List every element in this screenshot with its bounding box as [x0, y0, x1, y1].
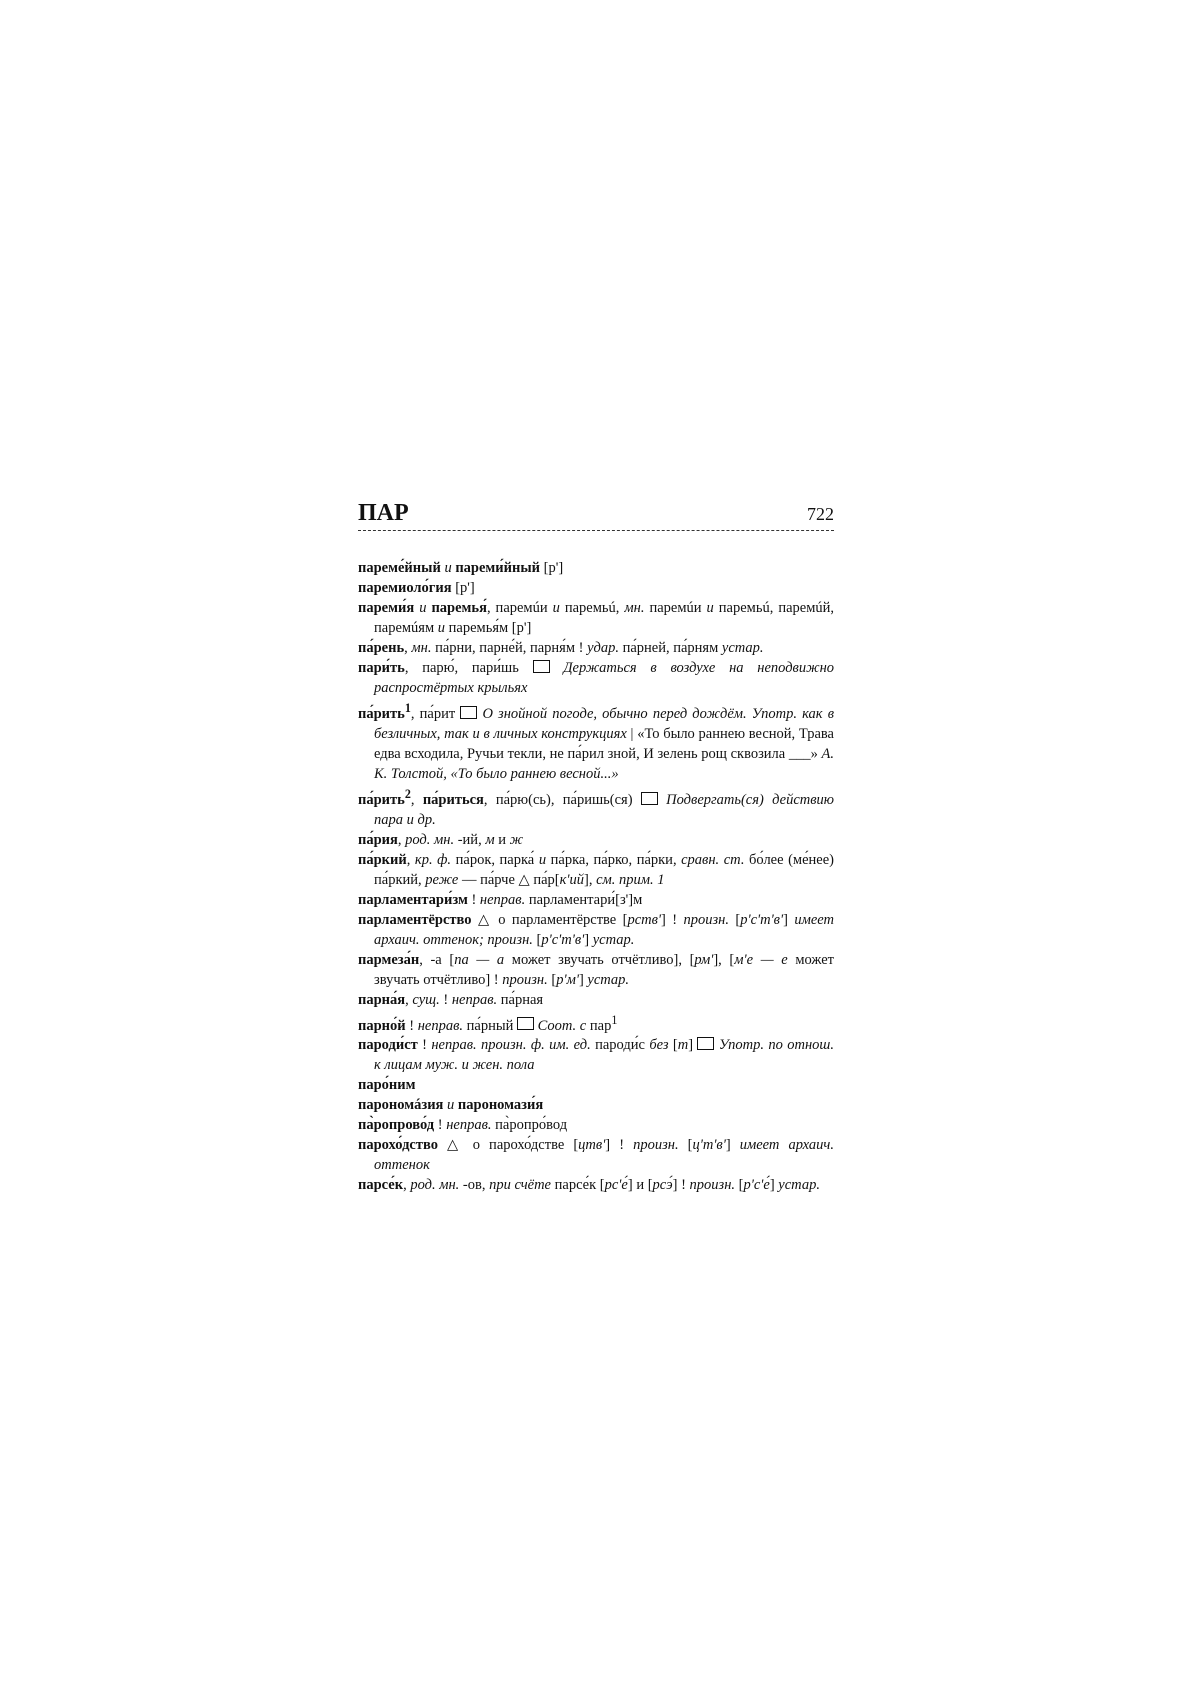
superscript-index: 1 — [611, 1012, 618, 1027]
entry-label-italic: реже — [425, 871, 459, 888]
entry-variant-bold: пареми́йный — [455, 560, 541, 576]
entry-label-italic: имеет архаич. оттенок; произн. — [374, 911, 834, 948]
entry-label-italic: Употр. по отнош. к лицам муж. и жен. пола — [374, 1037, 834, 1074]
dictionary-entry — [358, 578, 834, 598]
entry-text: , — [404, 640, 412, 656]
page-header — [358, 500, 834, 536]
entry-text: ] ! — [605, 1137, 634, 1154]
entry-text: ] — [769, 1177, 779, 1194]
dictionary-entry — [358, 1075, 834, 1095]
entry-label-italic: род. мн. — [410, 1177, 460, 1194]
entry-text: па́р[ — [529, 871, 560, 888]
entry-headword: па́рень — [358, 640, 405, 656]
entry-text: паремúи — [644, 600, 707, 616]
entry-text: и — [494, 831, 510, 848]
entry-headword: парламентёрство — [358, 911, 472, 928]
entry-text: [ — [728, 911, 741, 928]
entry-text: ] — [584, 931, 593, 948]
entry-label-italic: Соот. с — [537, 1017, 587, 1034]
entry-text: , парю́, пари́шь — [404, 660, 533, 676]
entry-label-italic: и — [447, 1097, 455, 1114]
entry-text: ] — [725, 1137, 740, 1154]
entry-headword: пармеза́н — [358, 951, 420, 968]
dictionary-entry — [358, 598, 834, 638]
dictionary-entry — [358, 1035, 834, 1075]
dictionary-entry — [358, 1010, 834, 1036]
entry-label-italic: и — [706, 600, 714, 616]
meaning-box-icon — [517, 1017, 534, 1030]
entry-text: ] и [ — [627, 1177, 653, 1194]
entry-label-italic: сущ. — [412, 991, 440, 1008]
entry-text: ] ! — [672, 1177, 690, 1194]
entry-headword: парно́й — [358, 1017, 406, 1034]
entry-text: — па́рче — [458, 871, 519, 888]
dictionary-entry — [358, 558, 834, 578]
entry-label-italic: неправ. — [446, 1117, 492, 1134]
entry-text: ] ! — [661, 911, 684, 928]
entry-label-italic: и — [419, 600, 427, 616]
entry-headword: парсе́к — [358, 1177, 404, 1194]
entry-text — [550, 660, 564, 676]
entry-headword: парна́я — [358, 991, 406, 1008]
triangle-icon: △ — [447, 1137, 464, 1154]
entry-text: ] — [783, 911, 795, 928]
dictionary-entry — [358, 1135, 834, 1175]
meaning-box-icon — [697, 1037, 714, 1050]
entry-text: бо́лее (ме́нее) па́ркий, — [374, 851, 835, 888]
entry-text: ! — [417, 1037, 432, 1054]
entry-label-italic: па — а — [454, 951, 505, 968]
entry-text: парламентари́[з']м — [525, 891, 643, 908]
entry-text: паремья́м [p'] — [445, 620, 532, 636]
entry-label-italic: произн. — [683, 911, 729, 928]
entry-headword: па̀ропрово́д — [358, 1117, 435, 1134]
dictionary-entry — [358, 638, 834, 658]
entry-headword: пареме́йный — [358, 560, 441, 576]
entry-text: , — [410, 791, 423, 808]
entry-text: ! — [467, 891, 480, 908]
entry-label-italic: т — [677, 1037, 689, 1054]
entry-label-italic: м — [485, 831, 495, 848]
entry-text: па̀ропро́вод — [491, 1117, 568, 1134]
entry-label-italic: цтв' — [578, 1137, 606, 1154]
entry-text: ] — [688, 1037, 698, 1054]
entry-text: ! — [405, 1017, 418, 1034]
entry-label-italic: и — [437, 620, 446, 636]
entry-text: па́рней, па́рням — [618, 640, 722, 656]
entry-text: может звучать отчётливо] ! — [374, 951, 834, 988]
triangle-icon: △ — [518, 871, 530, 888]
entry-text: , — [406, 851, 415, 868]
header-rule — [358, 530, 834, 531]
entry-label-italic: удар. — [587, 640, 619, 656]
entry-headword: пареми́я — [358, 600, 415, 616]
entry-text: , паремúи — [486, 600, 553, 616]
dictionary-entry — [358, 658, 834, 698]
entry-text: [ — [735, 1177, 744, 1194]
entry-label-italic: м'е — е — [734, 951, 788, 968]
entry-headword: паро́ним — [358, 1077, 416, 1094]
entry-text: ! — [434, 1117, 447, 1134]
entry-text: па́рная — [497, 991, 544, 1008]
entry-label-italic: рм' — [694, 951, 714, 968]
dictionary-entry — [358, 1175, 834, 1195]
entry-text: , -а [ — [419, 951, 455, 968]
meaning-box-icon — [460, 706, 477, 719]
entry-label-italic: р'с'т'в' — [541, 931, 585, 948]
entry-label-italic: род. мн. — [405, 831, 455, 848]
dictionary-entry — [358, 950, 834, 990]
entry-label-italic: кр. ф. — [414, 851, 452, 868]
entry-label-italic: без — [649, 1037, 669, 1054]
entry-label-italic: имеет архаич. оттенок — [374, 1137, 834, 1174]
entry-text: [ — [668, 1037, 678, 1054]
entry-text: -ий, — [454, 831, 486, 848]
headword-superscript: 1 — [404, 701, 411, 715]
page-number: 722 — [807, 504, 834, 524]
entry-text: ], — [583, 871, 597, 888]
entry-text: , — [403, 1177, 411, 1194]
entry-headword: парламентари́зм — [358, 891, 468, 908]
entry-label-italic: неправ. — [451, 991, 498, 1008]
entry-text: [p'] — [451, 580, 475, 596]
entry-text — [438, 1137, 447, 1153]
entry-label-italic: неправ. — [479, 891, 526, 908]
entry-text: паремьú, — [559, 600, 625, 616]
entry-text: [ — [532, 931, 542, 948]
entry-label-italic: устар. — [587, 971, 630, 988]
entry-text: парсе́к [ — [551, 1177, 605, 1194]
entry-list — [358, 558, 834, 1195]
entry-label-italic: мн. — [624, 600, 645, 616]
meaning-box-icon — [641, 792, 658, 805]
entry-variant-bold: па́риться — [422, 791, 484, 808]
dictionary-entry — [358, 1095, 834, 1115]
entry-headword: паремиоло́гия — [358, 580, 452, 596]
entry-label-italic: и — [444, 560, 452, 576]
entry-text: , па́рит — [410, 705, 461, 722]
running-head: ПАР — [358, 500, 409, 526]
entry-headword: пароди́ст — [358, 1037, 418, 1054]
entry-label-italic: р'м' — [556, 971, 579, 988]
entry-label-italic: р'с'т'в' — [740, 911, 784, 928]
entry-label-italic: произн. — [502, 971, 548, 988]
entry-variant-bold: паремья́ — [431, 600, 487, 616]
entry-label-italic: Подвергать(ся) действию пара и др. — [374, 791, 834, 828]
entry-label-italic: рс'е́ — [604, 1177, 628, 1194]
dictionary-entry — [358, 890, 834, 910]
meaning-box-icon — [533, 660, 550, 673]
entry-label-italic: устар. — [592, 931, 635, 948]
entry-label-italic: рсэ́ — [652, 1177, 673, 1194]
entry-text: , — [397, 831, 406, 848]
entry-label-italic: мн. — [411, 640, 432, 656]
entry-text: о парохо́дстве [ — [463, 1137, 579, 1154]
entry-label-italic: к'ий — [559, 871, 584, 888]
entry-text: может звучать отчётливо], [ — [504, 951, 695, 968]
entry-text: ], [ — [713, 951, 735, 968]
dictionary-entry — [358, 910, 834, 950]
entry-text: ! — [439, 991, 452, 1008]
entry-text: о парламентёрстве [ — [491, 911, 628, 928]
dictionary-page — [358, 500, 834, 1195]
entry-text: пар — [586, 1017, 612, 1034]
dictionary-entry — [358, 698, 834, 784]
entry-text: па́рка, па́рко, па́рки, — [546, 851, 682, 868]
entry-headword: па́рить — [358, 791, 405, 808]
dictionary-entry — [358, 1115, 834, 1135]
entry-headword: пари́ть — [358, 660, 405, 676]
triangle-icon: △ — [477, 911, 492, 928]
entry-headword: па́рия — [358, 831, 398, 848]
headword-superscript: 2 — [404, 786, 411, 801]
entry-label-italic: и — [538, 851, 547, 868]
entry-label-italic: см. прим. 1 — [596, 871, 665, 888]
entry-label-italic: произн. — [633, 1137, 679, 1154]
dictionary-entry — [358, 784, 834, 830]
entry-text: паремьú, паремúй, паремúям — [374, 600, 835, 636]
entry-label-italic: ж — [509, 831, 524, 848]
entry-text: пароди́с — [590, 1037, 650, 1054]
entry-text: [ — [678, 1137, 693, 1154]
entry-label-italic: О знойной погоде, обычно перед дождём. Употр. как в безличных, так и в личных конструкциях — [374, 705, 834, 742]
entry-text: , па́рю(сь), па́ришь(ся) — [483, 791, 641, 808]
entry-text: ] — [578, 971, 588, 988]
entry-label-italic: неправ. произн. ф. им. ед. — [431, 1037, 591, 1054]
entry-label-italic: рств' — [627, 911, 662, 928]
entry-headword: парохо́дство — [358, 1137, 438, 1154]
entry-text: па́рок, парка́ — [451, 851, 539, 868]
entry-headword: па́ркий — [358, 851, 407, 868]
entry-label-italic: при счёте — [489, 1177, 551, 1194]
dictionary-entry — [358, 830, 834, 850]
entry-variant-bold: парономази́я — [457, 1097, 544, 1114]
dictionary-entry — [358, 850, 834, 890]
entry-label-italic: устар. — [721, 640, 764, 656]
entry-text — [658, 792, 666, 808]
dictionary-entry — [358, 990, 834, 1010]
entry-label-italic: р'с'е́ — [743, 1177, 770, 1194]
entry-text: па́рни, парне́й, парня́м ! — [431, 640, 588, 656]
entry-label-italic: ц'т'в' — [692, 1137, 726, 1154]
entry-text: [ — [547, 971, 557, 988]
entry-label-italic: произн. — [689, 1177, 736, 1194]
entry-label-italic: устар. — [778, 1177, 820, 1194]
entry-text: па́рный — [463, 1017, 518, 1034]
entry-text: [p'] — [540, 560, 564, 576]
entry-label-italic: и — [552, 600, 560, 616]
entry-label-italic: А. К. Толстой, «То было раннею весной...» — [374, 745, 834, 782]
entry-label-italic: Держаться в воздухе на неподвижно распростёртых крыльях — [374, 660, 835, 696]
entry-headword: па́рить — [358, 705, 405, 722]
entry-headword: парономáзия — [358, 1097, 444, 1114]
entry-label-italic: неправ. — [417, 1017, 464, 1034]
entry-text: , — [405, 991, 413, 1008]
entry-label-italic: сравн. ст. — [681, 851, 745, 868]
entry-text: -ов, — [459, 1177, 490, 1194]
entry-text: | «То было раннею весной, Трава едва всходила, Ручьи текли, не па́рил зной, И зелень рощ сквозила ___» — [374, 725, 834, 762]
